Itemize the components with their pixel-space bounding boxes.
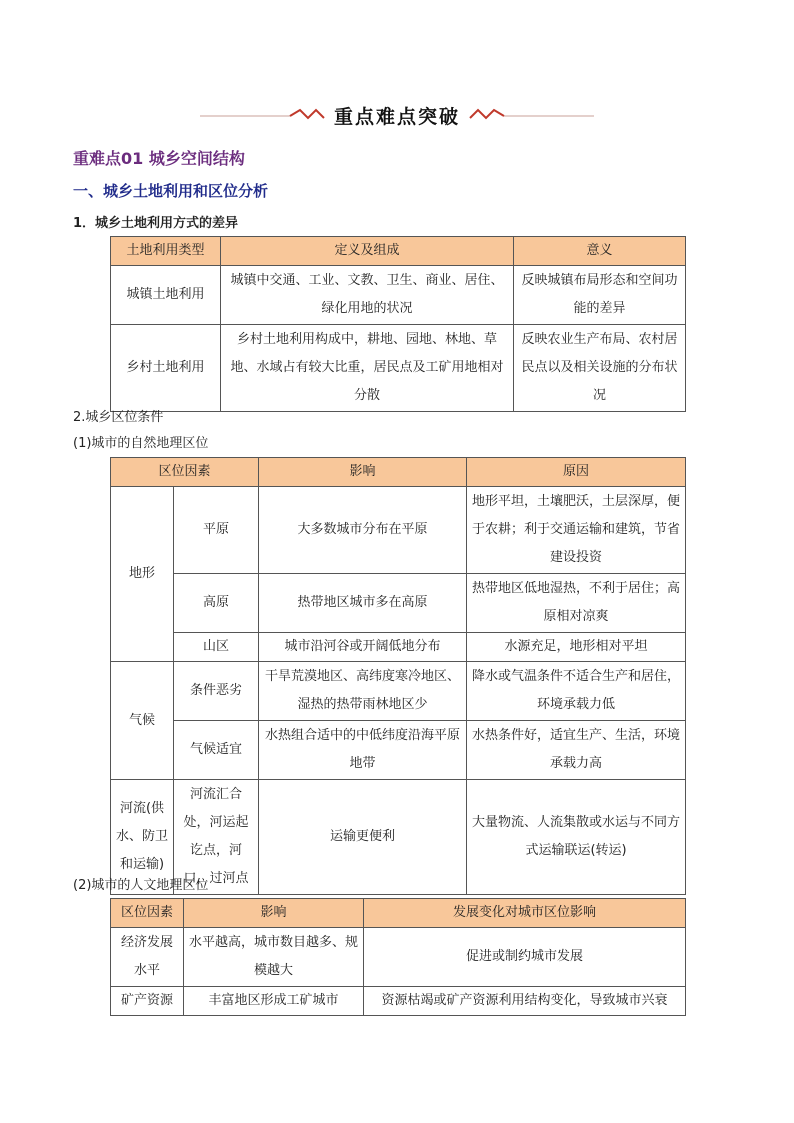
table-header-cell: 影响 — [259, 458, 467, 487]
table-cell: 降水或气温条件不适合生产和居住，环境承载力低 — [467, 662, 686, 721]
table-row — [111, 662, 686, 721]
banner-title: 重点难点突破 — [333, 106, 460, 128]
human-location-table — [110, 898, 686, 1016]
table-cell: 气候 — [111, 662, 174, 780]
table-cell: 山区 — [174, 633, 259, 662]
natural-location-table — [110, 457, 686, 895]
table-cell: 乡村土地利用 — [111, 325, 221, 412]
table-header-cell: 区位因素 — [111, 458, 259, 487]
table-row — [111, 487, 686, 574]
table-cell: 矿产资源 — [111, 987, 184, 1016]
table-header-row — [111, 458, 686, 487]
table-cell: 大量物流、人流集散或水运与不同方式运输联运(转运) — [467, 780, 686, 895]
table-cell: 热带地区城市多在高原 — [259, 574, 467, 633]
table-header-cell: 土地利用类型 — [111, 237, 221, 266]
subheading-location: 2.城乡区位条件 — [73, 410, 164, 425]
table-row — [111, 721, 686, 780]
table-cell: 河流(供水、防卫和运输) — [111, 780, 174, 895]
table-cell: 干旱荒漠地区、高纬度寒冷地区、湿热的热带雨林地区少 — [259, 662, 467, 721]
table-cell: 城镇中交通、工业、文教、卫生、商业、居住、绿化用地的状况 — [221, 266, 514, 325]
table-cell: 反映城镇布局形态和空间功能的差异 — [514, 266, 686, 325]
table-row — [111, 987, 686, 1016]
table-row — [111, 928, 686, 987]
table-header-cell: 影响 — [184, 899, 364, 928]
table-row — [111, 633, 686, 662]
table-header-cell: 发展变化对城市区位影响 — [364, 899, 686, 928]
table-header-cell: 意义 — [514, 237, 686, 266]
table-cell: 热带地区低地湿热，不利于居住；高原相对凉爽 — [467, 574, 686, 633]
table-header-cell: 原因 — [467, 458, 686, 487]
table-cell: 气候适宜 — [174, 721, 259, 780]
table-cell: 城镇土地利用 — [111, 266, 221, 325]
table-cell: 河流汇合处，河运起讫点，河口，过河点 — [174, 780, 259, 895]
table-cell: 经济发展水平 — [111, 928, 184, 987]
table-cell: 水平越高，城市数目越多、规模越大 — [184, 928, 364, 987]
table-cell: 平原 — [174, 487, 259, 574]
table-header-cell: 定义及组成 — [221, 237, 514, 266]
table-row — [111, 325, 686, 412]
table-cell: 地形 — [111, 487, 174, 662]
table-cell: 反映农业生产布局、农村居民点以及相关设施的分布状况 — [514, 325, 686, 412]
table-cell: 促进或制约城市发展 — [364, 928, 686, 987]
table-cell: 资源枯竭或矿产资源利用结构变化，导致城市兴衰 — [364, 987, 686, 1016]
table-cell: 水热组合适中的中低纬度沿海平原地带 — [259, 721, 467, 780]
table-header-row — [111, 899, 686, 928]
table-cell: 水源充足，地形相对平坦 — [467, 633, 686, 662]
table-row — [111, 266, 686, 325]
subheading-land-use: 1．城乡土地利用方式的差异 — [73, 216, 239, 231]
table-cell: 运输更便利 — [259, 780, 467, 895]
heading-section: 一、城乡土地利用和区位分析 — [73, 182, 269, 200]
table-cell: 水热条件好，适宜生产、生活，环境承载力高 — [467, 721, 686, 780]
table-header-row — [111, 237, 686, 266]
table-cell: 丰富地区形成工矿城市 — [184, 987, 364, 1016]
table-row — [111, 574, 686, 633]
table-cell: 条件恶劣 — [174, 662, 259, 721]
table-header-cell: 区位因素 — [111, 899, 184, 928]
table-cell: 乡村土地利用构成中，耕地、园地、林地、草地、水域占有较大比重，居民点及工矿用地相对分散 — [221, 325, 514, 412]
table-cell: 大多数城市分布在平原 — [259, 487, 467, 574]
table-cell: 高原 — [174, 574, 259, 633]
heading-main: 重难点01 城乡空间结构 — [73, 149, 245, 168]
subheading-natural: (1)城市的自然地理区位 — [73, 436, 209, 451]
table-cell: 地形平坦，土壤肥沃，土层深厚，便于农耕；利于交通运输和建筑，节省建设投资 — [467, 487, 686, 574]
land-use-table — [110, 236, 686, 412]
table-cell: 城市沿河谷或开阔低地分布 — [259, 633, 467, 662]
subheading-human: (2)城市的人文地理区位 — [73, 878, 209, 893]
section-banner — [200, 98, 594, 134]
